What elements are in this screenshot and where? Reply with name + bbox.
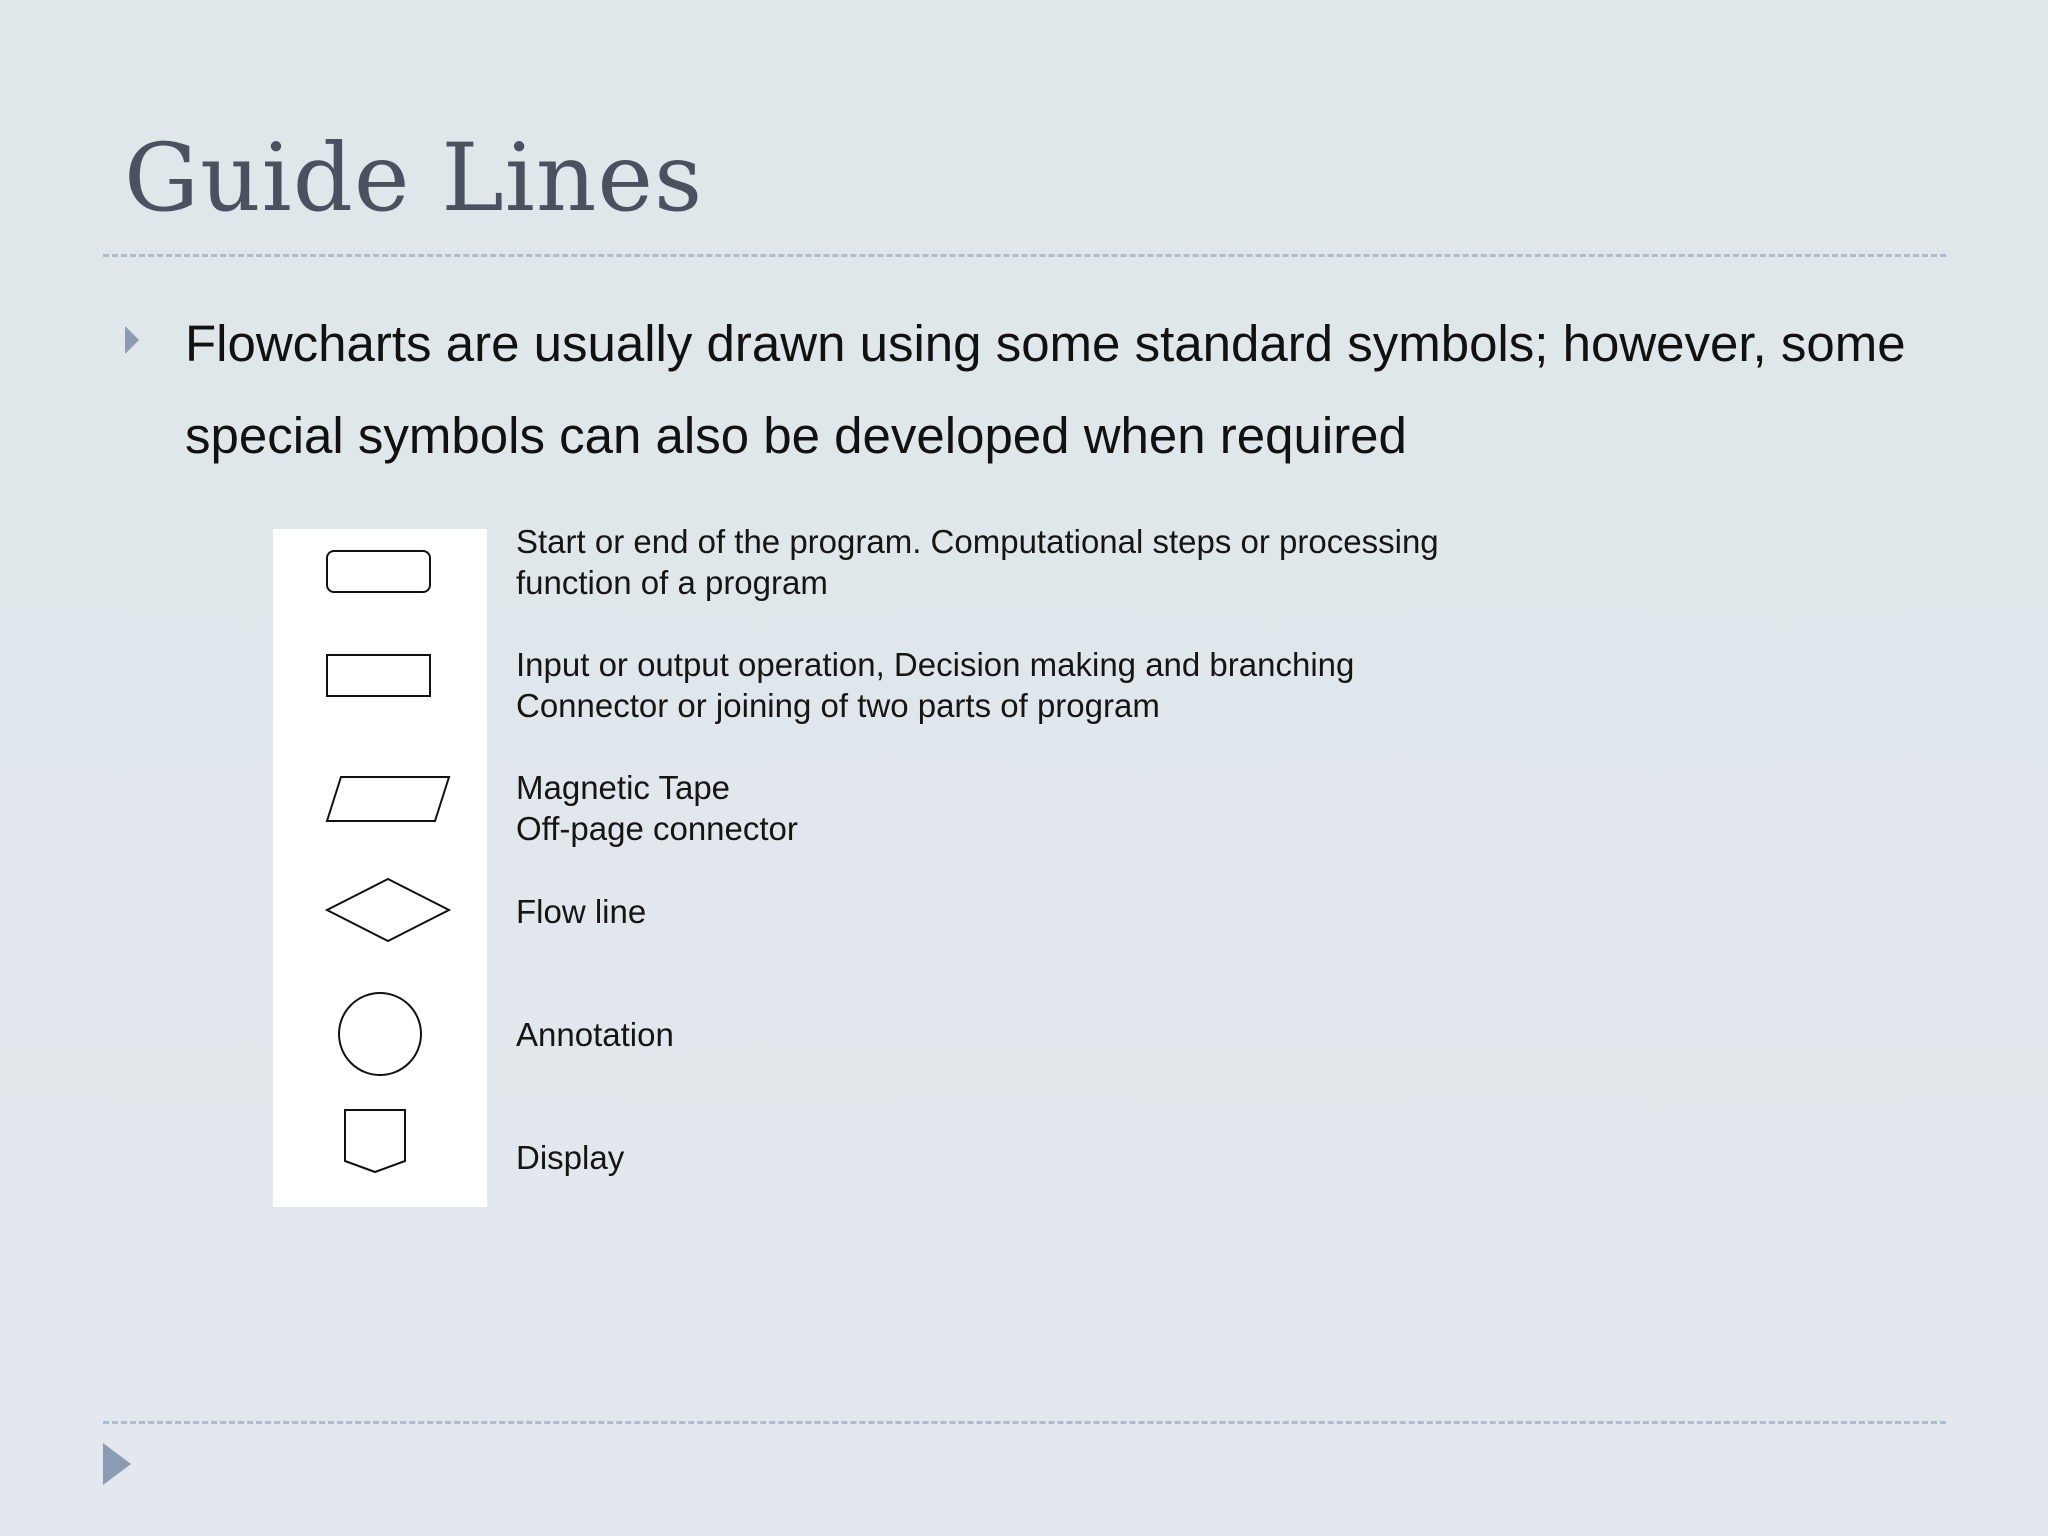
description-line: Off-page connector — [516, 810, 798, 847]
symbol-description-6 — [516, 1137, 624, 1178]
description-line: Input or output operation, Decision making and branching — [516, 646, 1355, 683]
bottom-divider — [103, 1421, 1946, 1424]
description-line: function of a program — [516, 564, 828, 601]
symbol-description-2 — [516, 644, 1354, 726]
symbol-description-1 — [516, 521, 1439, 603]
circle-icon — [339, 993, 421, 1075]
next-slide-arrow-icon[interactable] — [103, 1443, 131, 1485]
rectangle-icon — [327, 655, 430, 696]
description-line: Flow line — [516, 893, 647, 930]
symbol-description-3 — [516, 767, 798, 849]
description-line: Display — [516, 1139, 625, 1176]
slide-title: Guide Lines — [124, 124, 704, 233]
diamond-icon — [327, 879, 449, 941]
description-line: Connector or joining of two parts of program — [516, 687, 1160, 724]
symbol-panel — [273, 529, 487, 1207]
pentagon-icon — [345, 1110, 405, 1172]
description-line: Start or end of the program. Computational steps or processing — [516, 523, 1439, 560]
rounded-rectangle-icon — [327, 551, 430, 592]
description-line: Magnetic Tape — [516, 769, 731, 806]
symbol-description-5 — [516, 1014, 674, 1055]
symbol-shapes — [273, 529, 487, 1207]
symbol-description-4 — [516, 891, 646, 932]
top-divider — [103, 254, 1946, 257]
parallelogram-icon — [327, 777, 449, 821]
description-line: Annotation — [516, 1016, 674, 1053]
bullet-text: Flowcharts are usually drawn using some standard symbols; however, some special symbols can also be developed when required — [185, 315, 1906, 464]
bullet-triangle-icon — [125, 326, 139, 354]
